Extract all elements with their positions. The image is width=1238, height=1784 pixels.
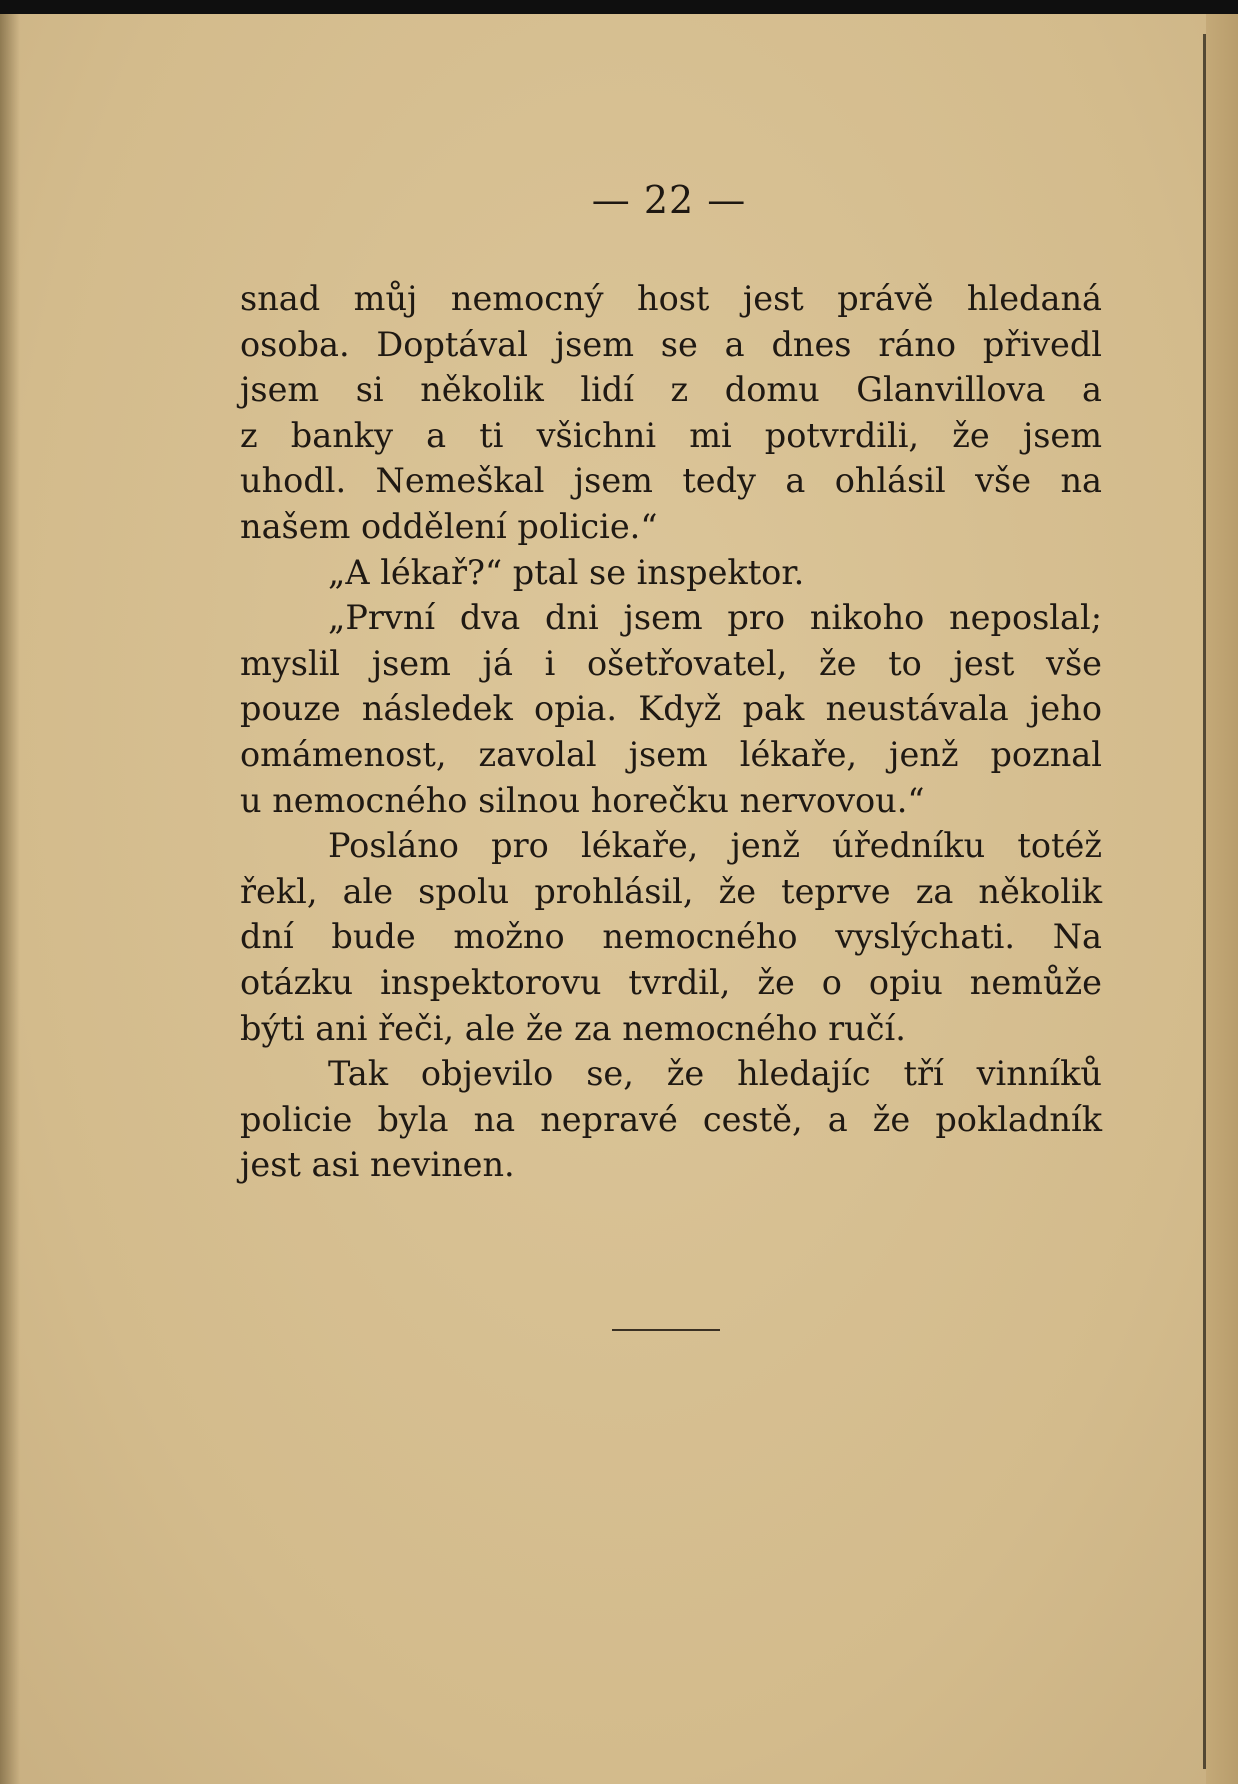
page-edge-line bbox=[1203, 34, 1206, 1769]
text-line: otázku inspektorovu tvrdil, že o opiu nemůže bbox=[240, 962, 1102, 1002]
page-right-margin bbox=[1206, 14, 1238, 1784]
text-line: Tak objevilo se, že hledajíc tří vinníků bbox=[328, 1054, 1102, 1094]
text-line: „První dva dni jsem pro nikoho neposlal; bbox=[328, 598, 1102, 638]
text-line: řekl, ale spolu prohlásil, že teprve za několik bbox=[240, 871, 1102, 911]
chapter-end-rule bbox=[612, 1329, 720, 1331]
text-line: snad můj nemocný host jest právě hledaná bbox=[240, 279, 1102, 318]
page-left-shadow bbox=[0, 14, 20, 1784]
text-line: dní bude možno nemocného vyslýchati. Na bbox=[240, 917, 1102, 957]
text-line: myslil jsem já i ošetřovatel, že to jest vše bbox=[240, 643, 1102, 683]
text-line: Posláno pro lékaře, jenž úředníku totéž bbox=[328, 826, 1102, 866]
text-line: jsem si několik lidí z domu Glanvillova a bbox=[240, 370, 1102, 410]
text-line: pouze následek opia. Když pak neustávala jeho bbox=[240, 689, 1102, 729]
text-line: uhodl. Nemeškal jsem tedy a ohlásil vše na bbox=[240, 461, 1102, 501]
text-line: „A lékař?“ ptal se inspektor. bbox=[328, 552, 805, 592]
body-text bbox=[240, 276, 1102, 1188]
text-line: u nemocného silnou horečku nervovou.“ bbox=[240, 780, 925, 820]
text-line: z banky a ti všichni mi potvrdili, že jsem bbox=[240, 415, 1102, 455]
text-line: omámenost, zavolal jsem lékaře, jenž poznal bbox=[240, 734, 1102, 774]
page-number: — 22 — bbox=[591, 178, 747, 222]
scan-top-edge bbox=[0, 0, 1238, 14]
page-header bbox=[0, 178, 1238, 222]
text-line: našem oddělení policie.“ bbox=[240, 506, 658, 546]
text-line: býti ani řeči, ale že za nemocného ručí. bbox=[240, 1008, 906, 1048]
text-line: policie byla na nepravé cestě, a že pokladník bbox=[240, 1099, 1102, 1139]
text-line: jest asi nevinen. bbox=[240, 1145, 515, 1185]
text-line: osoba. Doptával jsem se a dnes ráno přivedl bbox=[240, 324, 1102, 364]
